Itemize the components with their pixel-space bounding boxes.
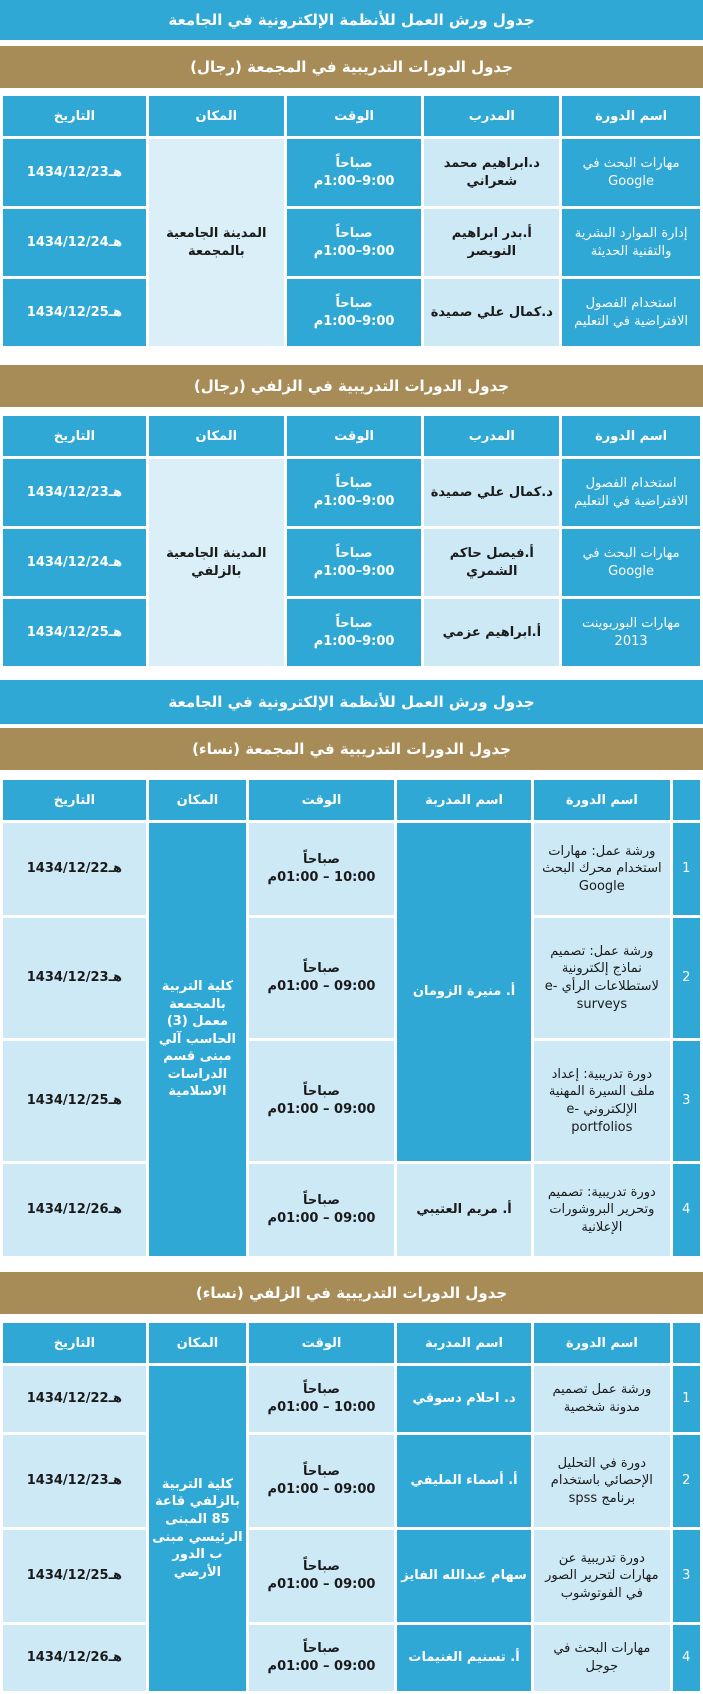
section2-title-text: جدول الدورات التدريبية في الزلفي (رجال) (193, 377, 510, 395)
number-cell: 1 (673, 823, 700, 915)
table-row (3, 1164, 700, 1256)
time-cell (287, 459, 422, 526)
header-course: اسم الدورة (562, 416, 700, 456)
time-label: صباحاً (302, 1559, 340, 1575)
time-range: 10:00 – 01:00م (267, 870, 376, 885)
number-cell: 3 (673, 1530, 700, 1622)
time-cell (249, 918, 394, 1038)
header-trainer: اسم المدربة (397, 1323, 531, 1363)
date-cell: 1434/12/22هـ (3, 1366, 146, 1432)
date-cell: 1434/12/25هـ (3, 279, 146, 346)
header-date: التاريخ (3, 416, 146, 456)
mid-banner-text: جدول ورش العمل للأنظمة الإلكترونية في الجامعة (168, 693, 535, 711)
table-row (3, 1530, 700, 1622)
course-cell: ورشة عمل: تصميم نماذج إلكترونية لاستطلاعات الرأي e-surveys (534, 918, 669, 1038)
time-cell (249, 1530, 394, 1622)
course-cell: دورة تدريبية عن مهارات لتحرير الصور في الفوتوشوب (534, 1530, 669, 1622)
header-date: التاريخ (3, 96, 146, 136)
table-row (3, 529, 700, 596)
place-cell: المدينة الجامعية بالمجمعة (149, 139, 284, 346)
date-cell: 1434/12/23هـ (3, 918, 146, 1038)
table-header-row (3, 1323, 700, 1363)
time-range: 09:00 – 01:00م (267, 1211, 376, 1226)
table-row (3, 918, 700, 1038)
date-cell: 1434/12/24هـ (3, 209, 146, 276)
number-cell: 2 (673, 1435, 700, 1527)
top-banner-text: جدول ورش العمل للأنظمة الإلكترونية في الجامعة (168, 11, 535, 29)
time-label: صباحاً (335, 545, 373, 561)
table-row (3, 1435, 700, 1527)
date-cell: 1434/12/26هـ (3, 1164, 146, 1256)
trainer-cell: أ.ابراهيم عزمي (424, 599, 559, 666)
trainer-cell: د.كمال علي صميدة (424, 279, 559, 346)
section1-title-text: جدول الدورات التدريبية في المجمعة (رجال) (190, 58, 513, 76)
time-cell (287, 209, 422, 276)
time-range: 09:00 – 01:00م (267, 979, 376, 994)
trainer-cell: أ. منيرة الزومان (397, 823, 531, 1161)
course-cell: دورة في التحليل الإحصائي باستخدام برنامج spss (534, 1435, 669, 1527)
table-row (3, 1625, 700, 1691)
section3-table (0, 777, 703, 1259)
table-row (3, 599, 700, 666)
header-number (673, 1323, 700, 1363)
time-range: 09:00 – 01:00م (267, 1577, 376, 1592)
place-cell: كلية التربية بالمجمعة معمل (3) الحاسب آلي مبنى قسم الدراسات الاسلامية (149, 823, 246, 1256)
time-cell (249, 1625, 394, 1691)
header-time: الوقت (287, 96, 422, 136)
time-range: 10:00 – 01:00م (267, 1400, 376, 1415)
course-cell: دورة تدريبية: إعداد ملف السيرة المهنية الإلكتروني e-portfolios (534, 1041, 669, 1161)
time-label: صباحاً (302, 1084, 340, 1100)
course-cell: استخدام الفصول الافتراضية في التعليم (562, 279, 700, 346)
section2-table (0, 413, 703, 669)
trainer-cell: د. احلام دسوقي (397, 1366, 531, 1432)
date-cell: 1434/12/24هـ (3, 529, 146, 596)
time-cell (287, 279, 422, 346)
table-header-row (3, 780, 700, 820)
section3-title-text: جدول الدورات التدريبية في المجمعة (نساء) (192, 740, 511, 758)
time-cell (287, 599, 422, 666)
section1-title (0, 46, 703, 88)
course-cell: مهارات البحث في Google (562, 139, 700, 206)
number-cell: 2 (673, 918, 700, 1038)
time-label: صباحاً (335, 615, 373, 631)
header-place: المكان (149, 96, 284, 136)
time-range: 09:00 – 01:00م (267, 1659, 376, 1674)
header-date: التاريخ (3, 780, 146, 820)
course-cell: ورشة عمل تصميم مدونة شخصية (534, 1366, 669, 1432)
header-course: اسم الدورة (534, 1323, 669, 1363)
section4-title (0, 1272, 703, 1314)
date-cell: 1434/12/25هـ (3, 1041, 146, 1161)
trainer-cell: د.ابراهيم محمد شعراني (424, 139, 559, 206)
time-range: 9:00–1:00م (313, 563, 395, 579)
time-range: 09:00 – 01:00م (267, 1102, 376, 1117)
course-cell: مهارات البحث في جوجل (534, 1625, 669, 1691)
header-time: الوقت (287, 416, 422, 456)
time-range: 9:00–1:00م (313, 313, 395, 329)
course-cell: مهارات البوربوينت 2013 (562, 599, 700, 666)
date-cell: 1434/12/23هـ (3, 459, 146, 526)
trainer-cell: أ. أسماء المليفي (397, 1435, 531, 1527)
date-cell: 1434/12/26هـ (3, 1625, 146, 1691)
section1-table (0, 93, 703, 349)
header-time: الوقت (249, 1323, 394, 1363)
time-label: صباحاً (335, 475, 373, 491)
time-cell (287, 139, 422, 206)
number-cell: 1 (673, 1366, 700, 1432)
section2-title (0, 365, 703, 407)
trainer-cell: سهام عبدالله الفايز (397, 1530, 531, 1622)
header-time: الوقت (249, 780, 394, 820)
date-cell: 1434/12/23هـ (3, 1435, 146, 1527)
trainer-cell: د.كمال علي صميدة (424, 459, 559, 526)
mid-banner (0, 680, 703, 724)
section3-title (0, 728, 703, 770)
course-cell: مهارات البحث في Google (562, 529, 700, 596)
date-cell: 1434/12/25هـ (3, 599, 146, 666)
time-range: 9:00–1:00م (313, 493, 395, 509)
time-label: صباحاً (302, 852, 340, 868)
header-number (673, 780, 700, 820)
time-range: 9:00–1:00م (313, 243, 395, 259)
trainer-cell: أ. مريم العتيبي (397, 1164, 531, 1256)
header-place: المكان (149, 1323, 246, 1363)
time-cell (249, 1164, 394, 1256)
course-cell: ورشة عمل: مهارات استخدام محرك البحث Google (534, 823, 669, 915)
section4-table (0, 1320, 703, 1694)
table-row (3, 279, 700, 346)
header-trainer: المدرب (424, 96, 559, 136)
date-cell: 1434/12/25هـ (3, 1530, 146, 1622)
top-banner (0, 0, 703, 40)
table-header-row (3, 416, 700, 456)
time-cell (249, 1041, 394, 1161)
number-cell: 4 (673, 1625, 700, 1691)
header-course: اسم الدورة (534, 780, 669, 820)
place-cell: كلية التربية بالزلفي قاعة 85 المبنى الرئيسي مبنى ب الدور الأرضي (149, 1366, 246, 1691)
time-label: صباحاً (302, 1464, 340, 1480)
time-label: صباحاً (302, 1641, 340, 1657)
time-label: صباحاً (335, 295, 373, 311)
header-place: المكان (149, 780, 246, 820)
course-cell: استخدام الفصول الافتراضية في التعليم (562, 459, 700, 526)
header-place: المكان (149, 416, 284, 456)
number-cell: 4 (673, 1164, 700, 1256)
course-cell: إدارة الموارد البشرية والتقنية الحديثة (562, 209, 700, 276)
time-label: صباحاً (302, 1382, 340, 1398)
time-label: صباحاً (302, 1193, 340, 1209)
table-row (3, 459, 700, 526)
header-course: اسم الدورة (562, 96, 700, 136)
place-cell: المدينة الجامعية بالزلفي (149, 459, 284, 666)
number-cell: 3 (673, 1041, 700, 1161)
header-trainer: اسم المدربة (397, 780, 531, 820)
time-cell (287, 529, 422, 596)
table-row (3, 823, 700, 915)
time-cell (249, 823, 394, 915)
table-row (3, 1041, 700, 1161)
time-label: صباحاً (302, 961, 340, 977)
course-cell: دورة تدريبية: تصميم وتحرير البروشورات الإعلانية (534, 1164, 669, 1256)
table-row (3, 1366, 700, 1432)
time-cell (249, 1435, 394, 1527)
trainer-cell: أ.فيصل حاكم الشمري (424, 529, 559, 596)
date-cell: 1434/12/22هـ (3, 823, 146, 915)
header-date: التاريخ (3, 1323, 146, 1363)
trainer-cell: أ.بدر ابراهيم النويصر (424, 209, 559, 276)
trainer-cell: أ. تسنيم الغنيمات (397, 1625, 531, 1691)
time-cell (249, 1366, 394, 1432)
table-row (3, 209, 700, 276)
section4-title-text: جدول الدورات التدريبية في الزلفي (نساء) (195, 1284, 508, 1302)
date-cell: 1434/12/23هـ (3, 139, 146, 206)
table-row (3, 139, 700, 206)
header-trainer: المدرب (424, 416, 559, 456)
time-range: 9:00–1:00م (313, 633, 395, 649)
time-range: 09:00 – 01:00م (267, 1482, 376, 1497)
time-label: صباحاً (335, 155, 373, 171)
time-range: 9:00–1:00م (313, 173, 395, 189)
table-header-row (3, 96, 700, 136)
time-label: صباحاً (335, 225, 373, 241)
